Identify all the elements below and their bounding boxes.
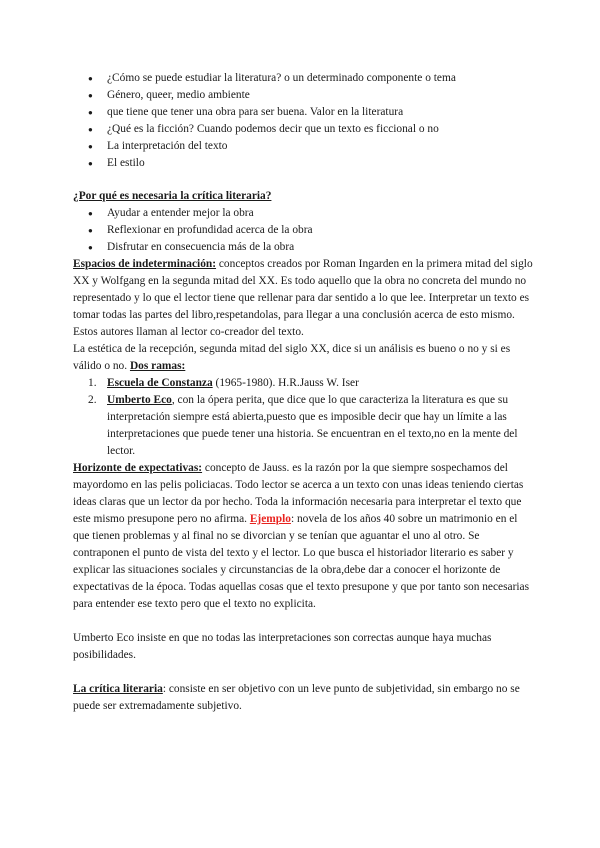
list-number: 2.	[88, 394, 97, 406]
critica-term: La crítica literaria	[73, 683, 163, 695]
list-item: ● Género, queer, medio ambiente	[73, 87, 533, 104]
why-bullet-list	[73, 205, 533, 256]
list-item: ● El estilo	[73, 155, 533, 172]
why-heading: ¿Por qué es necesaria la crítica literaria?	[73, 190, 272, 202]
estetica-text: La estética de la recepción, segunda mitad del siglo XX, dice si un análisis es bueno o no y si es válido o no.	[73, 343, 511, 372]
rama-text: (1965-1980). H.R.Jauss W. Iser	[212, 377, 359, 389]
horizonte-term: Horizonte de expectativas:	[73, 462, 203, 474]
horizonte-paragraph	[73, 460, 533, 613]
horizonte-text-continued: : novela de los años 40 sobre un matrimonio en el que tienen problemas y al final no se divorcian y se tenían que aguantar el uno al otro. Se contraponen el punto de vista del texto y el lector. Lo que busca el historiador literario es saber y explicar las situaciones sociales y circunstancias de la obra,debe dar a conocer el horizonte de expectativas de la época. Todas aquellas cosas que el texto presupone y que por tanto son necesarias para entender ese texto pero que el texto no explicita.	[73, 513, 530, 610]
list-number: 1.	[88, 377, 97, 389]
horizonte-text: concepto de Jauss. es la razón por la que siempre sospechamos del mayordomo en las pelis policiacas. Todo lector se acerca a un texto con unas ideas teniendo ciertas ideas claras que un lector da por hecho. Toda la información necesaria para interpretar el texto que este mismo presupone pero no afirma.	[73, 462, 524, 525]
espacios-text: conceptos creados por Roman Ingarden en la primera mitad del siglo XX y Wolfgang en la segunda mitad del XX. Es todo aquello que la obra no concreta del mundo no representado y lo que el lector tiene que rellenar para dar sentido a lo que lee. Interpretar un texto es tomar todas las partes del libro,respetandolas, para llegar a una conclusión acerca de esto mismo. Estos autores llaman al lector co-creador del texto.	[73, 258, 533, 338]
intro-bullet-list	[73, 70, 533, 172]
rama-title: Umberto Eco	[107, 394, 172, 406]
rama-title: Escuela de Constanza	[107, 377, 213, 389]
list-item: ● La interpretación del texto	[73, 138, 533, 155]
list-item: ● ¿Cómo se puede estudiar la literatura? o un determinado componente o tema	[73, 70, 533, 87]
list-item	[73, 375, 533, 392]
dos-ramas-label: Dos ramas:	[129, 360, 186, 372]
list-item: ● ¿Qué es la ficción? Cuando podemos decir que un texto es ficcional o no	[73, 121, 533, 138]
espacios-paragraph	[73, 256, 533, 341]
list-item: ● que tiene que tener una obra para ser buena. Valor en la literatura	[73, 104, 533, 121]
critica-text: : consiste en ser objetivo con un leve punto de subjetividad, sin embargo no se puede ser extremadamente subjetivo.	[73, 683, 520, 712]
list-item: ● Ayudar a entender mejor la obra	[73, 205, 533, 222]
list-item: ● Disfrutar en consecuencia más de la obra	[73, 239, 533, 256]
list-item: ● Reflexionar en profundidad acerca de la obra	[73, 222, 533, 239]
estetica-paragraph	[73, 341, 533, 375]
list-item	[73, 392, 533, 460]
critica-paragraph	[73, 681, 533, 715]
espacios-term: Espacios de indeterminación:	[73, 258, 217, 270]
ramas-numbered-list	[73, 375, 533, 460]
eco-paragraph: Umberto Eco insiste en que no todas las interpretaciones son correctas aunque haya muchas posibilidades.	[73, 632, 492, 661]
ejemplo-label: Ejemplo	[249, 513, 291, 525]
rama-text: , con la ópera perita, que dice que lo que caracteriza la literatura es que su interpretación siempre está abierta,puesto que es imposible decir que hay un límite a las interpretaciones que puede tener una historia. Se encuentran en el texto,no en la mente del lector.	[107, 394, 518, 457]
document-body	[73, 70, 533, 715]
